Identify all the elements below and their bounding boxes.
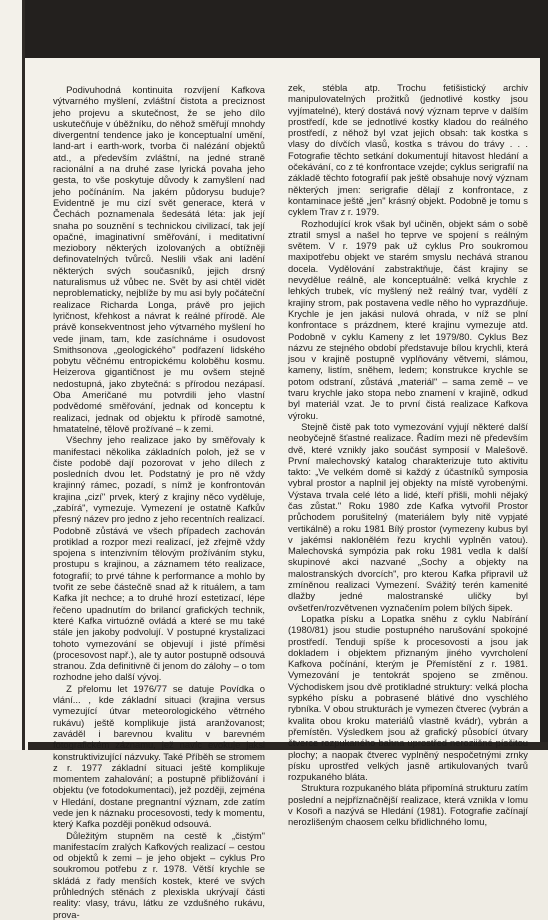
paragraph: zek, stébla atp. Trochu fetišistický archiv manipulovatelných prožitků (jednotlivé kostky jsou vyjímatelné), který dostává nový význam teprve v dalším prostředí, kde se jednotlivé kostky kladou do reálného prostředí, z něhož byl vzat jejich obsah: tak kostka s vlasy do dívčích vlasů, kostka s trávou do trávy . . . Fotografie těchto setkání dokumentují hitavost hledání a očekávání, co z té konfrontace vzejde; cyklus serigrafií na základě těchto fotografií pak ještě obsahuje nový význam některých jmen: serigrafie dělají z konfrontace, z kontaminace ještě „jen" krásný objekt. Podobně je tomu s cyklem Trav z r. 1979.: [288, 82, 528, 218]
paragraph: Lopatka písku a Lopatka sněhu z cyklu Nabírání (1980/81) jsou studie postupného narušování spokojné prostředí. Tenduji spíše k procesovosti a jsou jak dokladem i objektem přiznaným jiného vyvrcholení Kafkova počínání, kterým je Přemístění z r. 1981. Vymezování je tentokrát spojeno se změnou. Východiskem jsou dvě protikladné struktury: velká plocha sypkého písku a pobrasené blátivé dno vyschlého rybníka. V obou strukturách je vymezen čtverec (vybrán a kvalita obou kroku materiálů vlastně kvádr), vybrán a přemístěn. Výsledkem jsou až grafický působící útvary čtverce rozpukaného bahna uprostřed neroziišné písčitou plochy; a naopak čtverec vyplněný nespočetnými zrnky písku uprostřed velkých jasně artikulovaných tvarů rozpukaného bláta.: [288, 612, 528, 783]
text-column-right: [288, 82, 528, 828]
paragraph: Z přelomu let 1976/77 se datuje Povídka o vlání... , kde základní situaci (krajina versus vymezující útvar meteorologického větrného rukávu) ještě komplikuje jistá aranžovanost; zaváděl i barevnou kvalitu v barevném fotografickém záznamu, jež navíc evokuje jaksi konstruktivizující názvuky. Také Příběh se stromem z r. 1977 základní situaci ještě komplikuje momentem zahalování; a postupně přibližování i objektu (ve fotodokumentaci), jež později, zejména v Hledání, dostane pregnantní význam, zde zatím vede jen k náznaku procesovosti, tedy k momentu, který Kafka později poněkud odsouvá.: [53, 682, 265, 830]
paragraph: Všechny jeho realizace jako by směřovaly k manifestaci několika základních poloh, jež se v čiste podobě dají pozorovat v jeho dílech z posledních dvou let. Podstatný je pro ně vždy krajinný rámec, pozadí, s nímž je konfrontován krajina „cizí" prvek, který z krajiny něco vyděluje, „zabírá", vymezuje. Vymezení je ostatně Kafkův přesný název pro jedno z jeho recentních realizací. Podobně zůstává ve všech případech zachován protiklad a rozpor mezi realizací, jež zřejmě vždy spojena s intenzivním tělovým prožíváním styku, prostupu s krajinou, a záznamem této realizace, fotografií; to prvé táhne k performance a mohlo by tvořit ze sebe částečně snad až k rituálem, a tam Kafka jít nechce; a to druhé hrozí estetizací, lépe řečeno upadnutím do brilancí grafických technik, které Kafka virtuózně ovládá a které se mu také stále jen jakoby podvolují. V postupné krystalizaci tohoto vymezování se objevují i jisté příměsi (procesovost např.), ale ty autor postupně odsouvá stranou. Zda definitivně či jenom do zálohy – o tom rozhodne jeho další vývoj.: [53, 434, 265, 683]
paragraph: Podivuhodná kontinuita rozvíjení Kafkova výtvarného myšlení, zvláštní čistota a preciznost jeho projevu a skutečnost, že se jeho dílo uskutečňuje v úběžníku, do něhož směřují mnohdy divergentní tendence jako je konceptualní umění, land-art i earth-work, tvorba či nalézání objektů atd., a především zvláštní, na jedné straně racionální a na druhé zase lyrická povaha jeho gesta, to vše poskytuje důvody k zamyšlení nad jeho počínáním. Na jakém půdorysu buduje? Evidentně je mu cizí svět generace, která v Čechách poznamenala šedesátá léta: jak její snaha po souznění s technickou civilizací, tak její opačné, imaginativní směřování, i meditativní meziobory některých izolovaných a obtížněji definovatelných tvůrců. Neslili však ani ladění některých svých současníků, jejich drsný naturalismus už vůbec ne. Svět by asi chtěl vidět neproblematicky, nejblíže by mu asi byly počáteční realizace Richarda Longa, právě pro jejich lyričnost, křehkost a návrat k reálné přírodě. Ale právě konsekventnost jeho výtvarného myšlení ho vede jinam, tam, kde zasíchnáme i osudovost Smithsonova „geologického" podřazení lidského pobytu věčnému entropickému koloběhu kosmu. Heizerova gigantičnost je mu ovšem stejně nedostupná, jako zbytečná: s přírodou nezápasí. Oba Američané mu potvrdili jeho vlastní podvědomé směřování, jednak od konceptu k realizaci, jednak od objektu k přírodě samotné, hmatatelné, tělově prožívané – k zemi.: [53, 84, 265, 434]
dark-frame-left: [22, 0, 25, 750]
paragraph: Důležitým stupněm na cestě k „čistým" manifestacím zralých Kafkových realizací – cestou od objektů k zemi – je jeho objekt – cyklus Pro soukromou potřebu z r. 1978. Větší krychle se skládá z řady menších kostek, které ve svých průhledných stěnách z plexiskla ukrývají části reality: vlasy, trávu, látku ze vzdušného rukávu, prova-: [53, 829, 265, 920]
dark-frame-right: [540, 0, 548, 750]
paragraph: Rozhodující krok však byl učiněn, objekt sám o sobě ztratil smysl a našel ho teprve ve spojení s reálným světem. V r. 1979 pak už cyklus Pro soukromou maxipotřebu objekt ve starém smyslu nechává stranou docela. Vydělování zabstraktňuje, část krajiny se nevydělue reálně, ale konceptuálně: velká krychle z lehkých trubek, víc myšlený než reálný tvar, vydělí z krajiny strom, pak postavena vedle něho ho vyprazdňuje. Krychle je jen jakási nulová ohrada, v níž se plní konfrontace s prázdnem, které krajinu vymezuje atd. Podobně v cyklu Kameny z let 1979/80. Cyklus Bez názvu ze stejného období představuje bílou krychli, která jsou v krajině postupně vyplňovány větvemi, slámou, kameny, listím, sněhem, ledem; konstrukce krychle se potom odstraní, zůstává „materiál" – sama země – ve tvaru krychle jako stopa nebo znamení v krajině, odkud byl materiál vzat. Je to první čistá realizace Kafkova výroku.: [288, 217, 528, 421]
paragraph: Struktura rozpukaného bláta připomíná strukturu zatím poslední a nejpříznačnější realizace, která vznikla v lomu v Kosoři a nazývá se Hledání (1981). Fotografie začínají nerozlišeným chaosem celku břidlichného lomu,: [288, 782, 528, 828]
paragraph: Stejně čistě pak toto vymezování vyjují některé další neobyčejně šťastné realizace. Řadím mezi ně především dvě, které vznikly jako součást symposií v Malešově. První malechovský katalog charakterizuje tuto aktivitu takto: „Ve velkém domě si každý z účastníků symposia vybral prostor a naplnil jej objekty na místě vyrobenými. Výstava trvala celé léto a lidé, kteří přišli, mohli nějaký čas zůstat." Roku 1980 zde Kafka vytvořil Prostor průchodem porušitelný (materiálem byly nitě vypjaté vertikálně) a roku 1981 Bílý prostor (vymezeny kubus byl v jakémsi naklonělém řezu krychli vyplněn vatou). Malechovská sympózia pak roku 1981 vedla k další skupinové akci nazvané „Sochy a objekty na malostranských dvorcích", pro kterou Kafka připravil už zmíněnou realizaci Vymezení. Svážitý terén kamenité dlažby jedné malostranské uličky byl ovšetřen/rozvětvenen vyznačením polem bílých šipek.: [288, 420, 528, 613]
dark-frame-top: [24, 0, 547, 58]
text-column-left: [53, 84, 265, 920]
